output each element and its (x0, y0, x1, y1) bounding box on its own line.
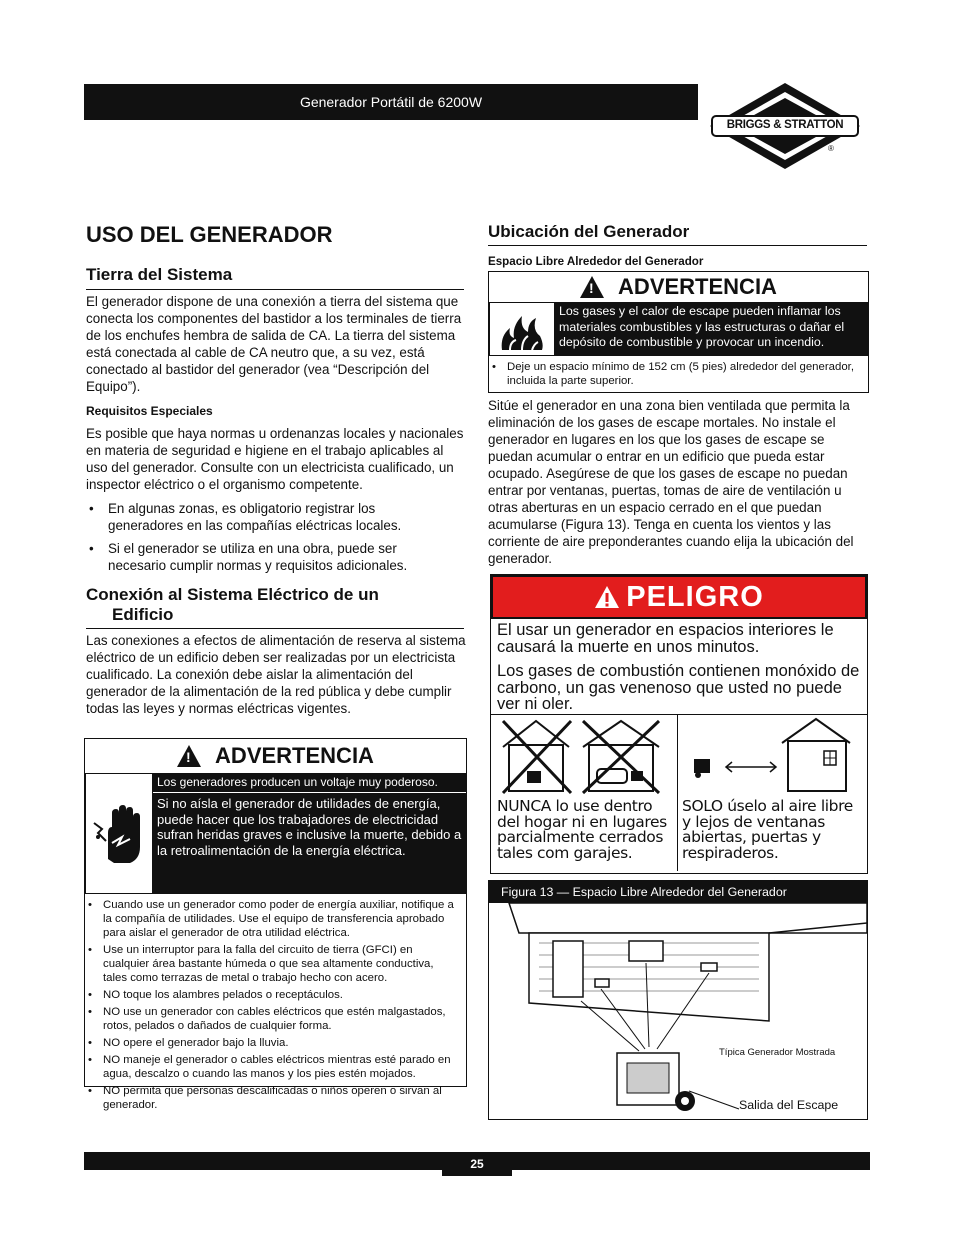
figure-13 (488, 880, 868, 1120)
list-item: • Si el generador se utiliza en una obra, puede ser necesario cumplir normas y requisitos adicionales. (86, 540, 431, 574)
outdoors-only-panel (678, 715, 867, 871)
only-text: SOLO úselo al aire libre y lejos de ventanas abiertas, puertas y respiraderos. (682, 797, 853, 862)
warning-header (489, 272, 868, 302)
danger-title: PELIGRO (626, 580, 764, 613)
list-item: • Deje un espacio mínimo de 152 cm (5 pies) alrededor del generador, incluida la parte superior. (489, 360, 862, 388)
fire-warning-bullets (489, 356, 868, 388)
never-text: NUNCA lo use dentro del hogar ni en lugares parcialmente cerrados tales com garajes. (497, 797, 667, 862)
page-number: 25 (442, 1152, 512, 1176)
figure-illustration (489, 903, 867, 1119)
warning-title: ADVERTENCIA (215, 743, 374, 768)
requisitos-list (86, 500, 431, 580)
list-item: • NO maneje el generador o cables eléctricos mientras esté parado en agua, descalzo o cuando las manos y los pies estén mojados. (85, 1053, 460, 1081)
requisitos-heading: Requisitos Especiales (86, 404, 213, 418)
header-title: Generador Portátil de 6200W (299, 94, 483, 110)
fire-warning-box (488, 271, 869, 393)
tierra-text: El generador dispone de una conexión a tierra del sistema que conecta los componentes del bastidor a los terminales de tierra de los enchufes hembra de salida de CA. La tierra del sistema está conectada al cable de CA neutro que, a su vez, está conectado al bastidor del generador (vea “Descripción del Equipo”). (86, 294, 462, 394)
danger-triangle-icon (594, 585, 620, 609)
espacio-subheading: Espacio Libre Alrededor del Generador (488, 255, 704, 268)
list-item: • NO use un generador con cables eléctricos que estén malgastados, rotos, pelados o dañados de cualquier forma. (85, 1005, 460, 1033)
logo-text: BRIGGS & STRATTON (726, 119, 844, 131)
danger-header (491, 575, 867, 619)
danger-line2: Los gases de combustión contienen monóxido de carbono, un gas venenoso que usted no puede ver ni oler. (497, 662, 860, 713)
list-item: • Use un interruptor para la falla del circuito de tierra (GFCI) en cualquier área bastante húmeda o que sea altamente conductiva, tales como terrazas de metal o trabajo hecho con acero. (85, 943, 460, 985)
warning-hazard-row (489, 302, 868, 356)
warning-title: ADVERTENCIA (618, 274, 777, 299)
conexion-heading-block (86, 585, 464, 629)
registered-mark: ® (828, 144, 834, 153)
never-indoors-panel (491, 715, 678, 871)
list-item: • Cuando use un generador como poder de energía auxiliar, notifique a la compañía de utilidades. Use el equipo de transferencia aprobado para aislar el generador de otra utilidad eléctrica. (85, 898, 460, 940)
conexion-heading-line1: Conexión al Sistema Eléctrico de un (86, 585, 379, 604)
figure-caption: Figura 13 — Espacio Libre Alrededor del Generador (489, 881, 867, 903)
danger-box (490, 574, 868, 874)
warning-line1: Los generadores producen un voltaje muy poderoso. (153, 773, 466, 793)
warning-triangle-icon: ! (177, 745, 201, 767)
danger-line1: El usar un generador en espacios interiores le causará la muerte en unos minutos. (497, 621, 834, 656)
list-item: • NO opere el generador bajo la lluvia. (85, 1036, 460, 1050)
warning-triangle-icon: ! (580, 276, 604, 298)
warning-line2: Si no aísla el generador de utilidades de energía, puede hacer que los trabajadores de electricidad sufran heridas graves e inclusive la muerte, debido a la retroalimentación de la energía eléctrica. (157, 796, 462, 858)
typical-generator-label: Típica Generador Mostrada (719, 1047, 836, 1058)
section-title: USO DEL GENERADOR (86, 222, 333, 247)
danger-pictograms (491, 715, 867, 871)
requisitos-text: Es posible que haya normas u ordenanzas locales y nacionales en materia de seguridad e higiene en el trabajo aplicables al uso del generador. Consulte con un electricista cualificado, un inspector eléctrico o el organismo competente. (86, 426, 464, 492)
list-item: • En algunas zonas, es obligatorio registrar los generadores en las compañías eléctricas locales. (86, 500, 431, 534)
conexion-text: Las conexiones a efectos de alimentación de reserva al sistema eléctrico de un edificio deben ser realizadas por un electricista cualificado. La conexión debe aislar la alimentación del generador de la alimentación de la red pública y debe cumplir todas las leyes y normas eléctricas vigentes. (86, 633, 466, 716)
electric-shock-icon (85, 773, 153, 894)
ubicacion-heading: Ubicación del Generador (488, 222, 690, 241)
no-indoor-use-icon (491, 715, 677, 797)
warning-header (85, 739, 466, 773)
fire-warning-text: Los gases y el calor de escape pueden inflamar los materiales combustibles y las estructuras o dañar el depósito de combustible y provocar un incendio. (559, 304, 845, 349)
exhaust-outlet-label: Salida del Escape (739, 1098, 839, 1112)
electric-warning-box (84, 738, 467, 1111)
outdoor-use-icon (678, 715, 866, 797)
list-item: • NO toque los alambres pelados o receptáculos. (85, 988, 460, 1002)
list-item: • NO permita que personas descalificadas o niños operen o sirvan al generador. (85, 1084, 460, 1112)
conexion-heading-line2: Edificio (112, 605, 174, 624)
ubicacion-heading-block (488, 222, 867, 246)
tierra-heading: Tierra del Sistema (86, 265, 233, 284)
tierra-heading-block (86, 265, 464, 290)
briggs-stratton-logo (700, 80, 870, 172)
warning-hazard-row (85, 773, 466, 894)
danger-text-block (491, 619, 867, 715)
fire-icon (489, 302, 555, 356)
header-bar (84, 84, 698, 120)
warning-bullets (85, 894, 466, 1112)
ubicacion-text: Sitúe el generador en una zona bien ventilada que permita la eliminación de los gases de escape mortales. No instale el generador en lugares en los que los gases de escape se puedan acumular o entrar en un edificio que pueda estar ocupado. Asegúrese de que los gases de escape no puedan entrar por ventanas, puertas, tomas de aire de ventilación u otras aberturas en un espacio cerrado en el que puedan acumularse (Figura 13). Tenga en cuenta los vientos y las corriente de aire preponderantes cuando elija la ubicación del generador. (488, 398, 854, 566)
warning-hazard-text (153, 773, 466, 894)
